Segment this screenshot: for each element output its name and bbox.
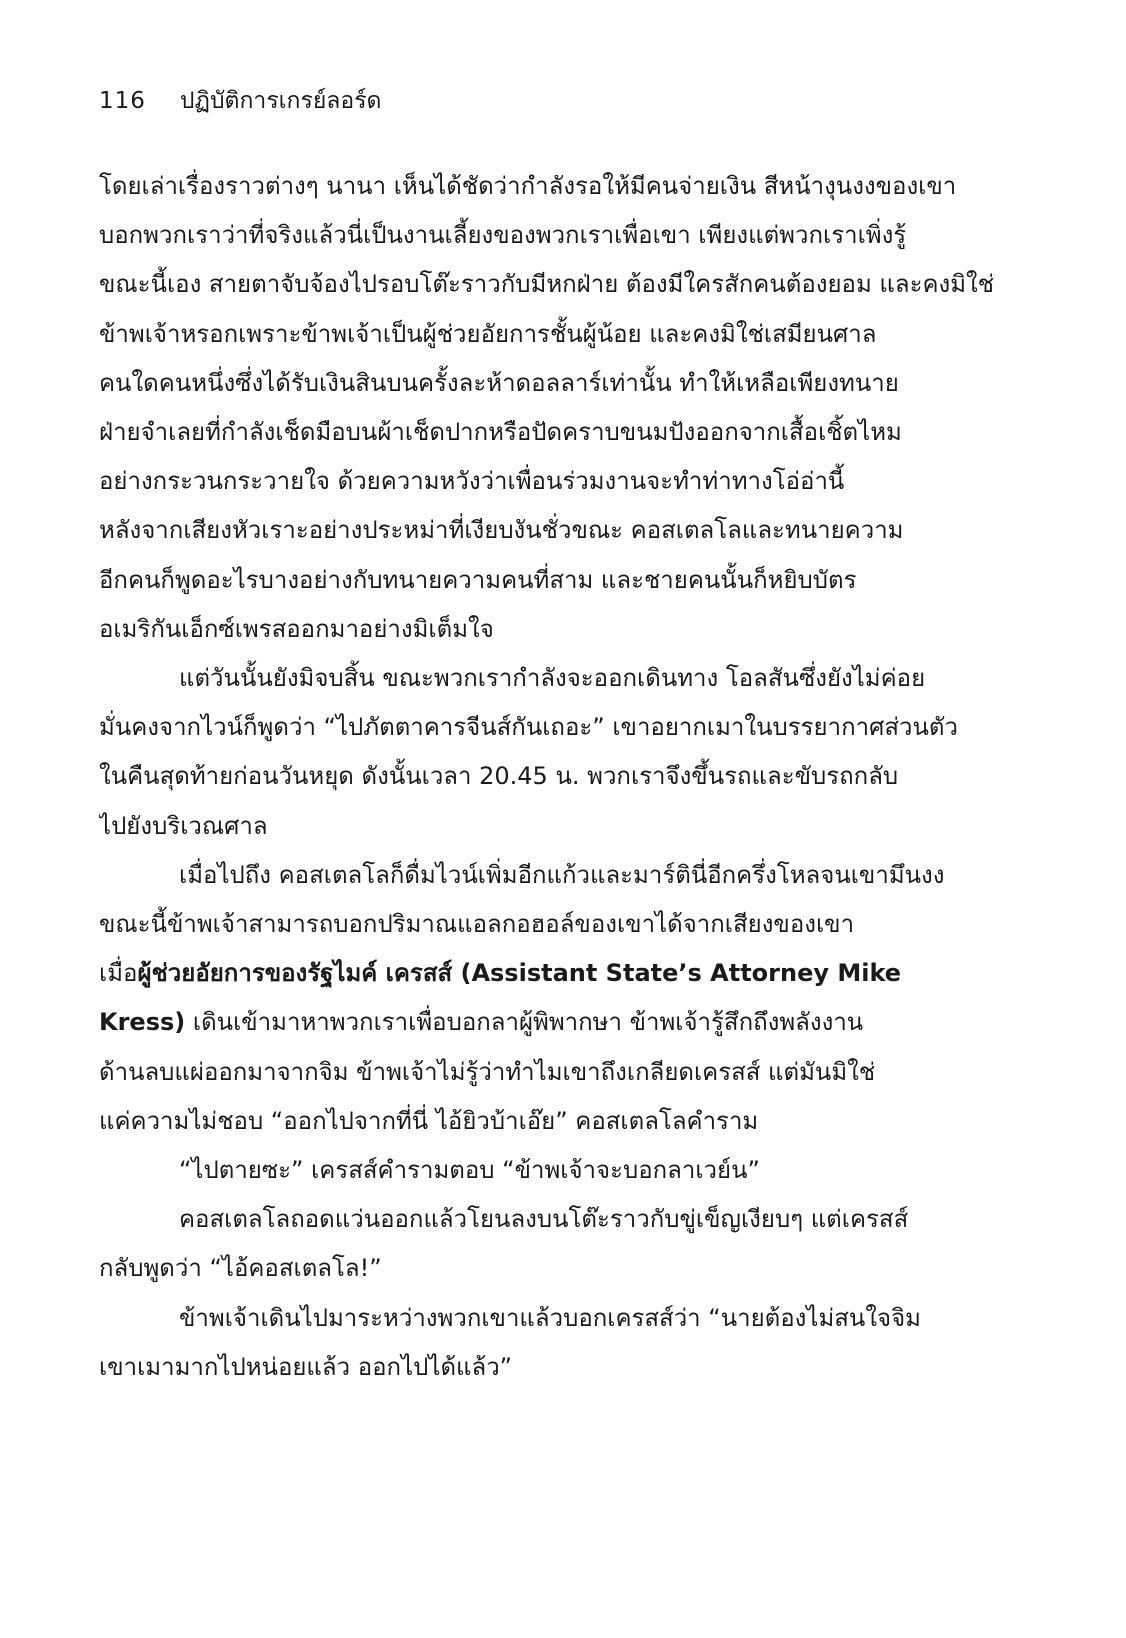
text-line: “ไปตายซะ” เครสส์คำรามตอบ “ข้าพเจ้าจะบอกลาเวย์น”: [179, 1156, 760, 1185]
text-line: [99, 998, 1009, 1047]
text-line: ในคืนสุดท้ายก่อนวันหยุด ดังนั้นเวลา 20.45 น. พวกเราจึงขึ้นรถและขับรถกลับ: [99, 762, 899, 791]
paragraph-5: [99, 1195, 1009, 1293]
bold-name-run: ผู้ช่วยอัยการของรัฐไมค์ เครสส์ (Assistant State’s Attorney Mike: [137, 959, 902, 988]
text-line: หลังจากเสียงหัวเราะอย่างประหม่าที่เงียบงันชั่วขณะ คอสเตลโลและทนายความ: [99, 516, 904, 545]
text-line: บอกพวกเราว่าที่จริงแล้วนี่เป็นงานเลี้ยงของพวกเราเพื่อเขา เพียงแต่พวกเราเพิ่งรู้: [99, 221, 907, 250]
text-line: เขาเมามากไปหน่อยแล้ว ออกไปได้แล้ว”: [99, 1352, 513, 1381]
paragraph-4: [99, 1146, 1009, 1195]
text-line: ฝ่ายจำเลยที่กำลังเช็ดมือบนผ้าเช็ดปากหรือปัดคราบขนมปังออกจากเสื้อเชิ้ตไหม: [99, 418, 902, 447]
text-line: ไปยังบริเวณศาล: [99, 811, 268, 840]
text-line: อีกคนก็พูดอะไรบางอย่างกับทนายความคนที่สาม และชายคนนั้นก็หยิบบัตร: [99, 565, 857, 594]
running-title: ปฏิบัติการเกรย์ลอร์ด: [179, 88, 382, 114]
text-line: คอสเตลโลถอดแว่นออกแล้วโยนลงบนโต๊ะราวกับขู่เข็ญเงียบๆ แต่เครสส์: [179, 1205, 909, 1234]
text-line: ขณะนี้ข้าพเจ้าสามารถบอกปริมาณแอลกอฮอล์ของเขาได้จากเสียงของเขา: [99, 910, 855, 939]
text-line: ข้าพเจ้าเดินไปมาระหว่างพวกเขาแล้วบอกเครสส์ว่า “นายต้องไม่สนใจจิม: [179, 1303, 921, 1332]
page-header: [99, 86, 382, 116]
body-text: [99, 162, 1009, 1392]
text-line: โดยเล่าเรื่องราวต่างๆ นานา เห็นได้ชัดว่ากำลังรอให้มีคนจ่ายเงิน สีหน้างุนงงของเขา: [99, 172, 957, 200]
page-number: 116: [99, 88, 146, 114]
text-line: ข้าพเจ้าหรอกเพราะข้าพเจ้าเป็นผู้ช่วยอัยการชั้นผู้น้อย และคงมิใช่เสมียนศาล: [99, 319, 877, 348]
text-run: เดินเข้ามาหาพวกเราเพื่อบอกลาผู้พิพากษา ข้าพเจ้ารู้สึกถึงพลังงาน: [185, 1008, 864, 1037]
text-run: เมื่อ: [99, 959, 138, 988]
text-line: คนใดคนหนึ่งซึ่งได้รับเงินสินบนครั้งละห้าดอลลาร์เท่านั้น ทำให้เหลือเพียงทนาย: [99, 368, 899, 397]
text-line: [99, 949, 1009, 998]
paragraph-1: [99, 162, 1009, 654]
text-line: กลับพูดว่า “ไอ้คอสเตลโล!”: [99, 1254, 382, 1283]
text-line: เมื่อไปถึง คอสเตลโลก็ดื่มไวน์เพิ่มอีกแก้วและมาร์ตินี่อีกครึ่งโหลจนเขามึนงง: [179, 860, 945, 889]
text-line: อย่างกระวนกระวายใจ ด้วยความหวังว่าเพื่อนร่วมงานจะทำท่าทางโอ่อ่านี้: [99, 467, 845, 496]
text-line: แต่วันนั้นยังมิจบสิ้น ขณะพวกเรากำลังจะออกเดินทาง โอลสันซึ่งยังไม่ค่อย: [179, 664, 926, 693]
text-line: แค่ความไม่ชอบ “ออกไปจากที่นี่ ไอ้ยิวบ้าเอ๊ย” คอสเตลโลคำราม: [99, 1106, 759, 1135]
text-line: ด้านลบแผ่ออกมาจากจิม ข้าพเจ้าไม่รู้ว่าทำไมเขาถึงเกลียดเครสส์ แต่มันมิใช่: [99, 1057, 876, 1086]
paragraph-3: [99, 851, 1009, 1146]
bold-name-run: Kress): [99, 1008, 186, 1037]
paragraph-2: [99, 654, 1009, 851]
text-line: มั่นคงจากไวน์ก็พูดว่า “ไปภัตตาคารจีนส์กันเถอะ” เขาอยากเมาในบรรยากาศส่วนตัว: [99, 713, 958, 742]
paragraph-6: [99, 1294, 1009, 1392]
text-line: อเมริกันเอ็กซ์เพรสออกมาอย่างมิเต็มใจ: [99, 614, 494, 643]
text-line: ขณะนี้เอง สายตาจับจ้องไปรอบโต๊ะราวกับมีหกฝ่าย ต้องมีใครสักคนต้องยอม และคงมิใช่: [99, 270, 995, 299]
